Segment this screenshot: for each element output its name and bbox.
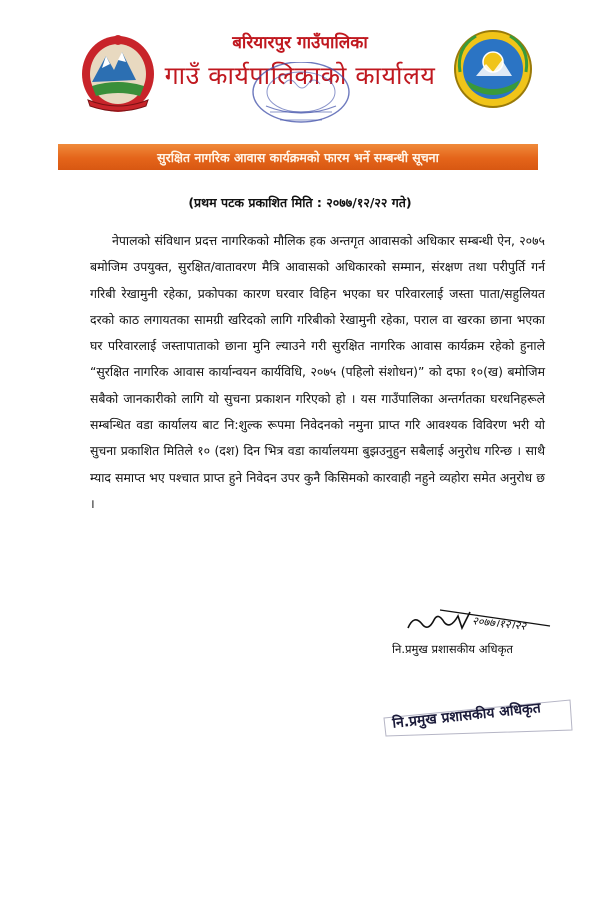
municipality-logo-icon — [452, 28, 534, 110]
notice-body: नेपालको संविधान प्रदत्त नागरिकको मौलिक हक अन्तगृत आवासको अधिकार सम्बन्धी ऐन, २०७५ बमोजिम उपयुक्त, सुरक्षित/वातावरण मैत्रि आवासको अधिकारको सम्मान, संरक्षण तथा परीपुर्ति गर्न गरिबी रेखामुनी रहेका, प्रकोपका कारण घरवार विहिन भएका घर परिवारलाई जस्ता पाता/सहुलियत दरको काठ लगायतका सामग्री खरिदको लागि गरिबीको रेखामुनी रहेका, पराल वा खरका छाना भएका घर परिवारलाई जस्तापाताको छाना मुनि ल्याउने गरी सुरक्षित नागरिक आवास कार्यक्रम रहेको हुनाले “सुरक्षित नागरिक आवास कार्यान्वयन कार्यविधि, २०७५ (पहिलो संशोधन)” को दफा १०(ख) बमोजिम सबैको जानकारीको लागि यो सुचना प्रकाशन गरिएको हो । यस गाउँपालिका अन्तर्गतका घरधनिहरूले सम्बन्धित वडा कार्यालय बाट नि:शुल्क रूपमा निवेदनको नमुना प्राप्त गरि आवश्यक विविरण भरी यो सुचना प्रकाशित मितिले १० (दश) दिन भित्र वडा कार्यालयमा बुझउनुहुन सबैलाई अनुरोध गरिन्छ । साथै म्याद समाप्त भए पश्चात प्राप्त हुने निवेदन उपर कुनै किसिमको कारवाही नहुने व्यहोरा समेत अनुरोध छ । — [90, 233, 545, 511]
stamp-text: नि.प्रमुख प्रशासकीय अधिकृत — [391, 700, 542, 732]
published-date: (प्रथम पटक प्रकाशित मिति : २०७७/१२/२२ गते) — [188, 195, 412, 210]
municipality-name: बरियारपुर गाउँपालिका — [232, 33, 368, 53]
office-name: गाउँ कार्यपालिकाको कार्यालय — [164, 61, 436, 90]
notice-title-banner — [58, 144, 538, 170]
office-seal-stamp — [236, 62, 366, 132]
signature-date: २०७७।१२।२२ — [471, 614, 527, 633]
signatory-title: नि.प्रमुख प्रशासकीय अधिकृत — [392, 642, 513, 656]
officer-rubber-stamp — [380, 690, 575, 740]
handwritten-signature — [400, 598, 560, 642]
notice-title: सुरक्षित नागरिक आवास कार्यक्रमको फारम भर्ने सम्बन्धी सूचना — [157, 149, 439, 165]
